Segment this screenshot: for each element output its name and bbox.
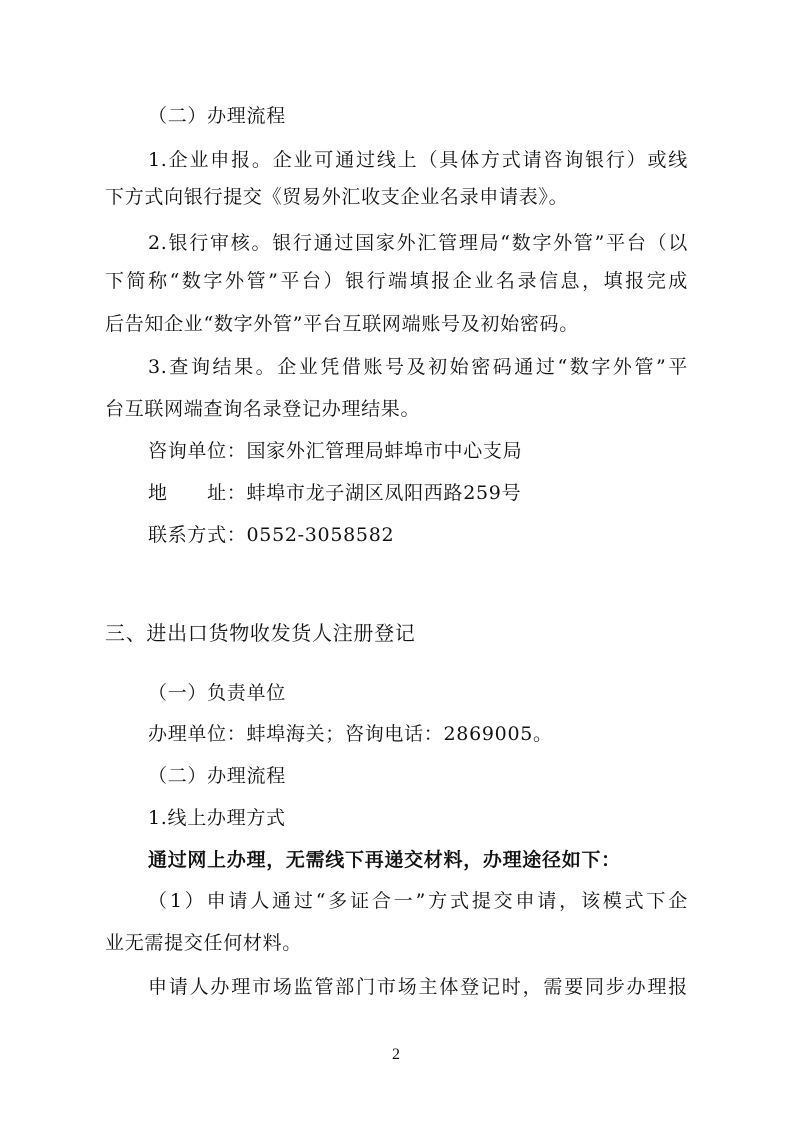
paragraph-line: 下简称“数字外管”平台）银行端填报企业名录信息，填报完成 xyxy=(105,270,688,292)
paragraph-line: 台互联网端查询名录登记办理结果。 xyxy=(105,398,421,420)
contact-unit: 咨询单位：国家外汇管理局蚌埠市中心支局 xyxy=(148,440,523,462)
subheading-procedure: （二）办理流程 xyxy=(148,105,286,127)
online-method-intro: 通过网上办理，无需线下再递交材料，办理途径如下： xyxy=(148,849,621,871)
paragraph-line: 下方式向银行提交《贸易外汇收支企业名录申请表》。 xyxy=(105,186,569,208)
paragraph-line: （1）申请人通过“多证合一”方式提交申请，该模式下企 xyxy=(148,890,688,912)
subheading-procedure: （二）办理流程 xyxy=(148,765,286,787)
online-method-heading: 1.线上办理方式 xyxy=(148,807,286,829)
paragraph-line: 申请人办理市场监管部门市场主体登记时，需要同步办理报 xyxy=(148,976,688,998)
paragraph-line: 后告知企业“数字外管”平台互联网端账号及初始密码。 xyxy=(105,313,579,335)
section-heading: 三、进出口货物收发货人注册登记 xyxy=(105,621,416,645)
paragraph-line: 1.企业申报。企业可通过线上（具体方式请咨询银行）或线 xyxy=(148,149,688,171)
contact-phone: 联系方式：0552-3058582 xyxy=(148,524,395,546)
subheading-responsible-unit: （一）负责单位 xyxy=(148,682,286,704)
paragraph-line: 业无需提交任何材料。 xyxy=(105,932,303,954)
office-contact: 办理单位：蚌埠海关；咨询电话：2869005。 xyxy=(148,723,553,745)
contact-address: 地 址：蚌埠市龙子湖区凤阳西路259号 xyxy=(148,482,522,504)
page-number: 2 xyxy=(392,1046,400,1063)
paragraph-line: 3.查询结果。企业凭借账号及初始密码通过“数字外管”平 xyxy=(148,356,688,378)
paragraph-line: 2.银行审核。银行通过国家外汇管理局“数字外管”平台（以 xyxy=(148,232,688,254)
